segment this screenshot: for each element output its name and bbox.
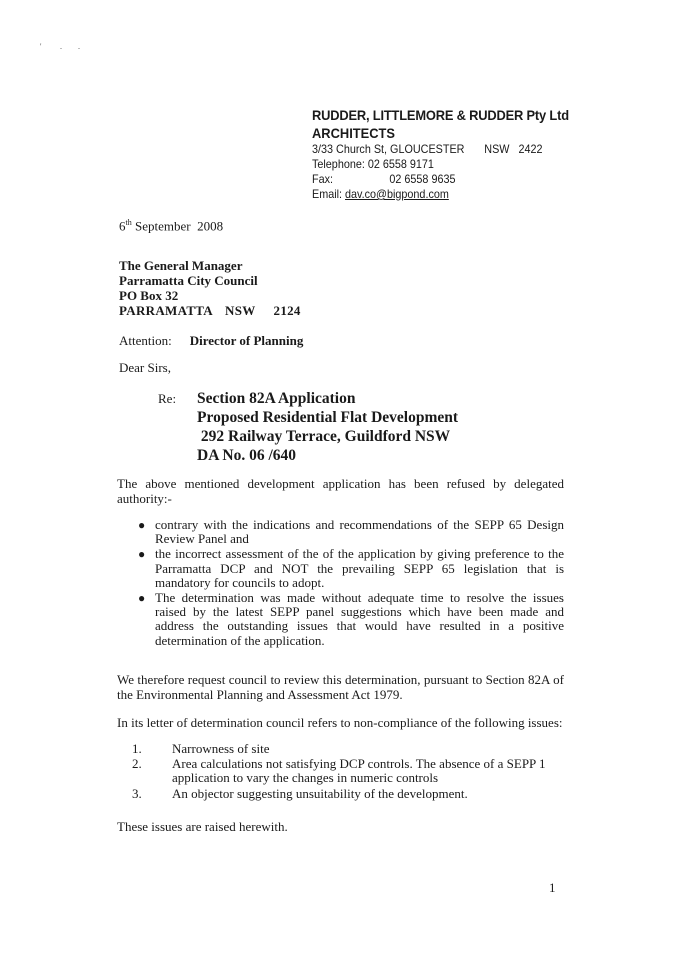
- bullet-icon: ●: [138, 591, 146, 606]
- fax-label: Fax:: [312, 172, 334, 186]
- subject-line: DA No. 06 /640: [197, 447, 297, 464]
- recipient-state: NSW: [225, 303, 256, 318]
- address-street: 3/33 Church St, GLOUCESTER: [312, 142, 465, 156]
- list-item-text: the incorrect assessment of the of the application by giving preference to the Parramatta DCP and NOT the prevailing SEPP 65 legislation that is mandatory for councils to adopt.: [155, 546, 564, 590]
- list-number: 1.: [132, 741, 142, 756]
- attention-value: Director of Planning: [189, 333, 304, 348]
- firm-address: [312, 142, 582, 157]
- subject-line: 292 Railway Terrace, Guildford NSW: [197, 428, 451, 445]
- recipient-city: PARRAMATTA: [119, 303, 213, 318]
- bullet-icon: ●: [138, 518, 146, 532]
- date-suffix: th: [125, 218, 132, 227]
- list-item-text: Narrowness of site: [172, 741, 270, 756]
- intro-paragraph: The above mentioned development application has been refused by delegated authority:-: [117, 476, 564, 506]
- recipient-postcode: 2124: [273, 303, 301, 318]
- list-item-text: Area calculations not satisfying DCP controls. The absence of a SEPP 1 application to vary the changes in numeric controls: [172, 756, 546, 786]
- recipient-city-line: [119, 303, 301, 318]
- firm-name: RUDDER, LITTLEMORE & RUDDER Pty Ltd: [312, 107, 569, 123]
- subject-label: Re:: [158, 391, 177, 406]
- email-label: Email:: [312, 187, 343, 201]
- letterhead: [312, 106, 612, 202]
- recipient-line: PO Box 32: [119, 288, 179, 303]
- attention-label: Attention:: [119, 333, 172, 348]
- telephone-line: [312, 157, 582, 172]
- subject-line: Section 82A Application: [197, 390, 356, 407]
- page-number: 1: [549, 880, 556, 895]
- letter-date: [119, 218, 223, 234]
- list-item: [138, 591, 564, 648]
- list-item-text: An objector suggesting unsuitability of the development.: [172, 785, 468, 801]
- firm-type: ARCHITECTS: [312, 125, 396, 141]
- telephone-label: Telephone:: [312, 157, 365, 171]
- salutation: Dear Sirs,: [119, 360, 171, 375]
- list-item: [138, 518, 564, 546]
- subject-lines: [197, 389, 458, 465]
- subject-line: Proposed Residential Flat Development: [197, 409, 459, 426]
- list-number: 2.: [132, 756, 142, 772]
- list-item: [132, 757, 564, 785]
- request-paragraph: We therefore request council to review this determination, pursuant to Section 82A of the Environmental Planning and Assessment Act 1979.: [117, 672, 564, 702]
- recipient-address: [119, 258, 301, 318]
- refusal-reasons-list: [138, 518, 564, 649]
- list-item: [138, 547, 564, 590]
- issues-intro-paragraph: In its letter of determination council refers to non-compliance of the following issues:: [117, 715, 563, 730]
- address-state-postcode: NSW 2422: [484, 142, 543, 156]
- recipient-line: Parramatta City Council: [119, 273, 258, 288]
- list-item: [132, 742, 564, 756]
- closing-paragraph: These issues are raised herewith.: [117, 819, 288, 834]
- list-number: 3.: [132, 785, 142, 801]
- email-line: [312, 187, 582, 202]
- list-item-text: The determination was made without adequate time to resolve the issues raised by the latest SEPP panel suggestions which have been made and address the outstanding issues that would have resulted in a positive determination of the application.: [155, 590, 564, 648]
- date-day: 6: [119, 218, 126, 234]
- bullet-icon: ●: [138, 547, 146, 562]
- letter-page: ' . . RUDDER, LITTLEMORE & RUDDER Pty Ltd ARCHITECTS 3/33 Church St, GLOUCESTER NSW 2422 Telephone: 02 6558 9171 Fax: 02 6558 9635 Email: dav.co@bigpond.com 6th September 2008 The General Manager Parramatta City Council PO Box 32 PARRAMATTA NSW 2124 Attention: Director of Planning Dear Sirs, Re: Section 82A Application Proposed Residential Flat Development 292 Railway Terrace, Guildford NSW DA No. 06 /640 The above mentioned development application has been refused by delegated authority:- ● contrary with the indications and recommendations of the SEPP 65 Design Review Panel and ● the incorrect assessment of the of the application by giving preference to the Parramatta DCP and NOT the prevailing SEPP 65 legislation that is mandatory for councils to adopt. ● The determination was made without adequate time to resolve the issues raised by the latest SEPP panel suggestions which have been made and address the outstanding issues that would have resulted in a positive determination of the application. We therefore request council to review this determination, pursuant to Section 82A of the Environmental Planning and Assessment Act 1979. In its letter of determination council refers to non-compliance of the following issues: 1. Narrowness of site 2. Area calculations not satisfying DCP controls. The absence of a SEPP 1 application to vary the changes in numeric controls 3. An objector suggesting unsuitability of the development. These issues are raised herewith. 1: [0, 0, 676, 957]
- attention-line: [119, 333, 303, 349]
- telephone-value: 02 6558 9171: [367, 157, 434, 171]
- fax-value: 02 6558 9635: [389, 172, 456, 186]
- email-link[interactable]: dav.co@bigpond.com: [345, 187, 449, 201]
- date-rest: September 2008: [131, 218, 224, 234]
- list-item: [132, 787, 564, 801]
- recipient-line: The General Manager: [119, 258, 243, 273]
- list-item-text: contrary with the indications and recommendations of the SEPP 65 Design Review Panel and: [155, 517, 564, 547]
- fax-line: [312, 172, 582, 187]
- issues-list: [132, 742, 564, 802]
